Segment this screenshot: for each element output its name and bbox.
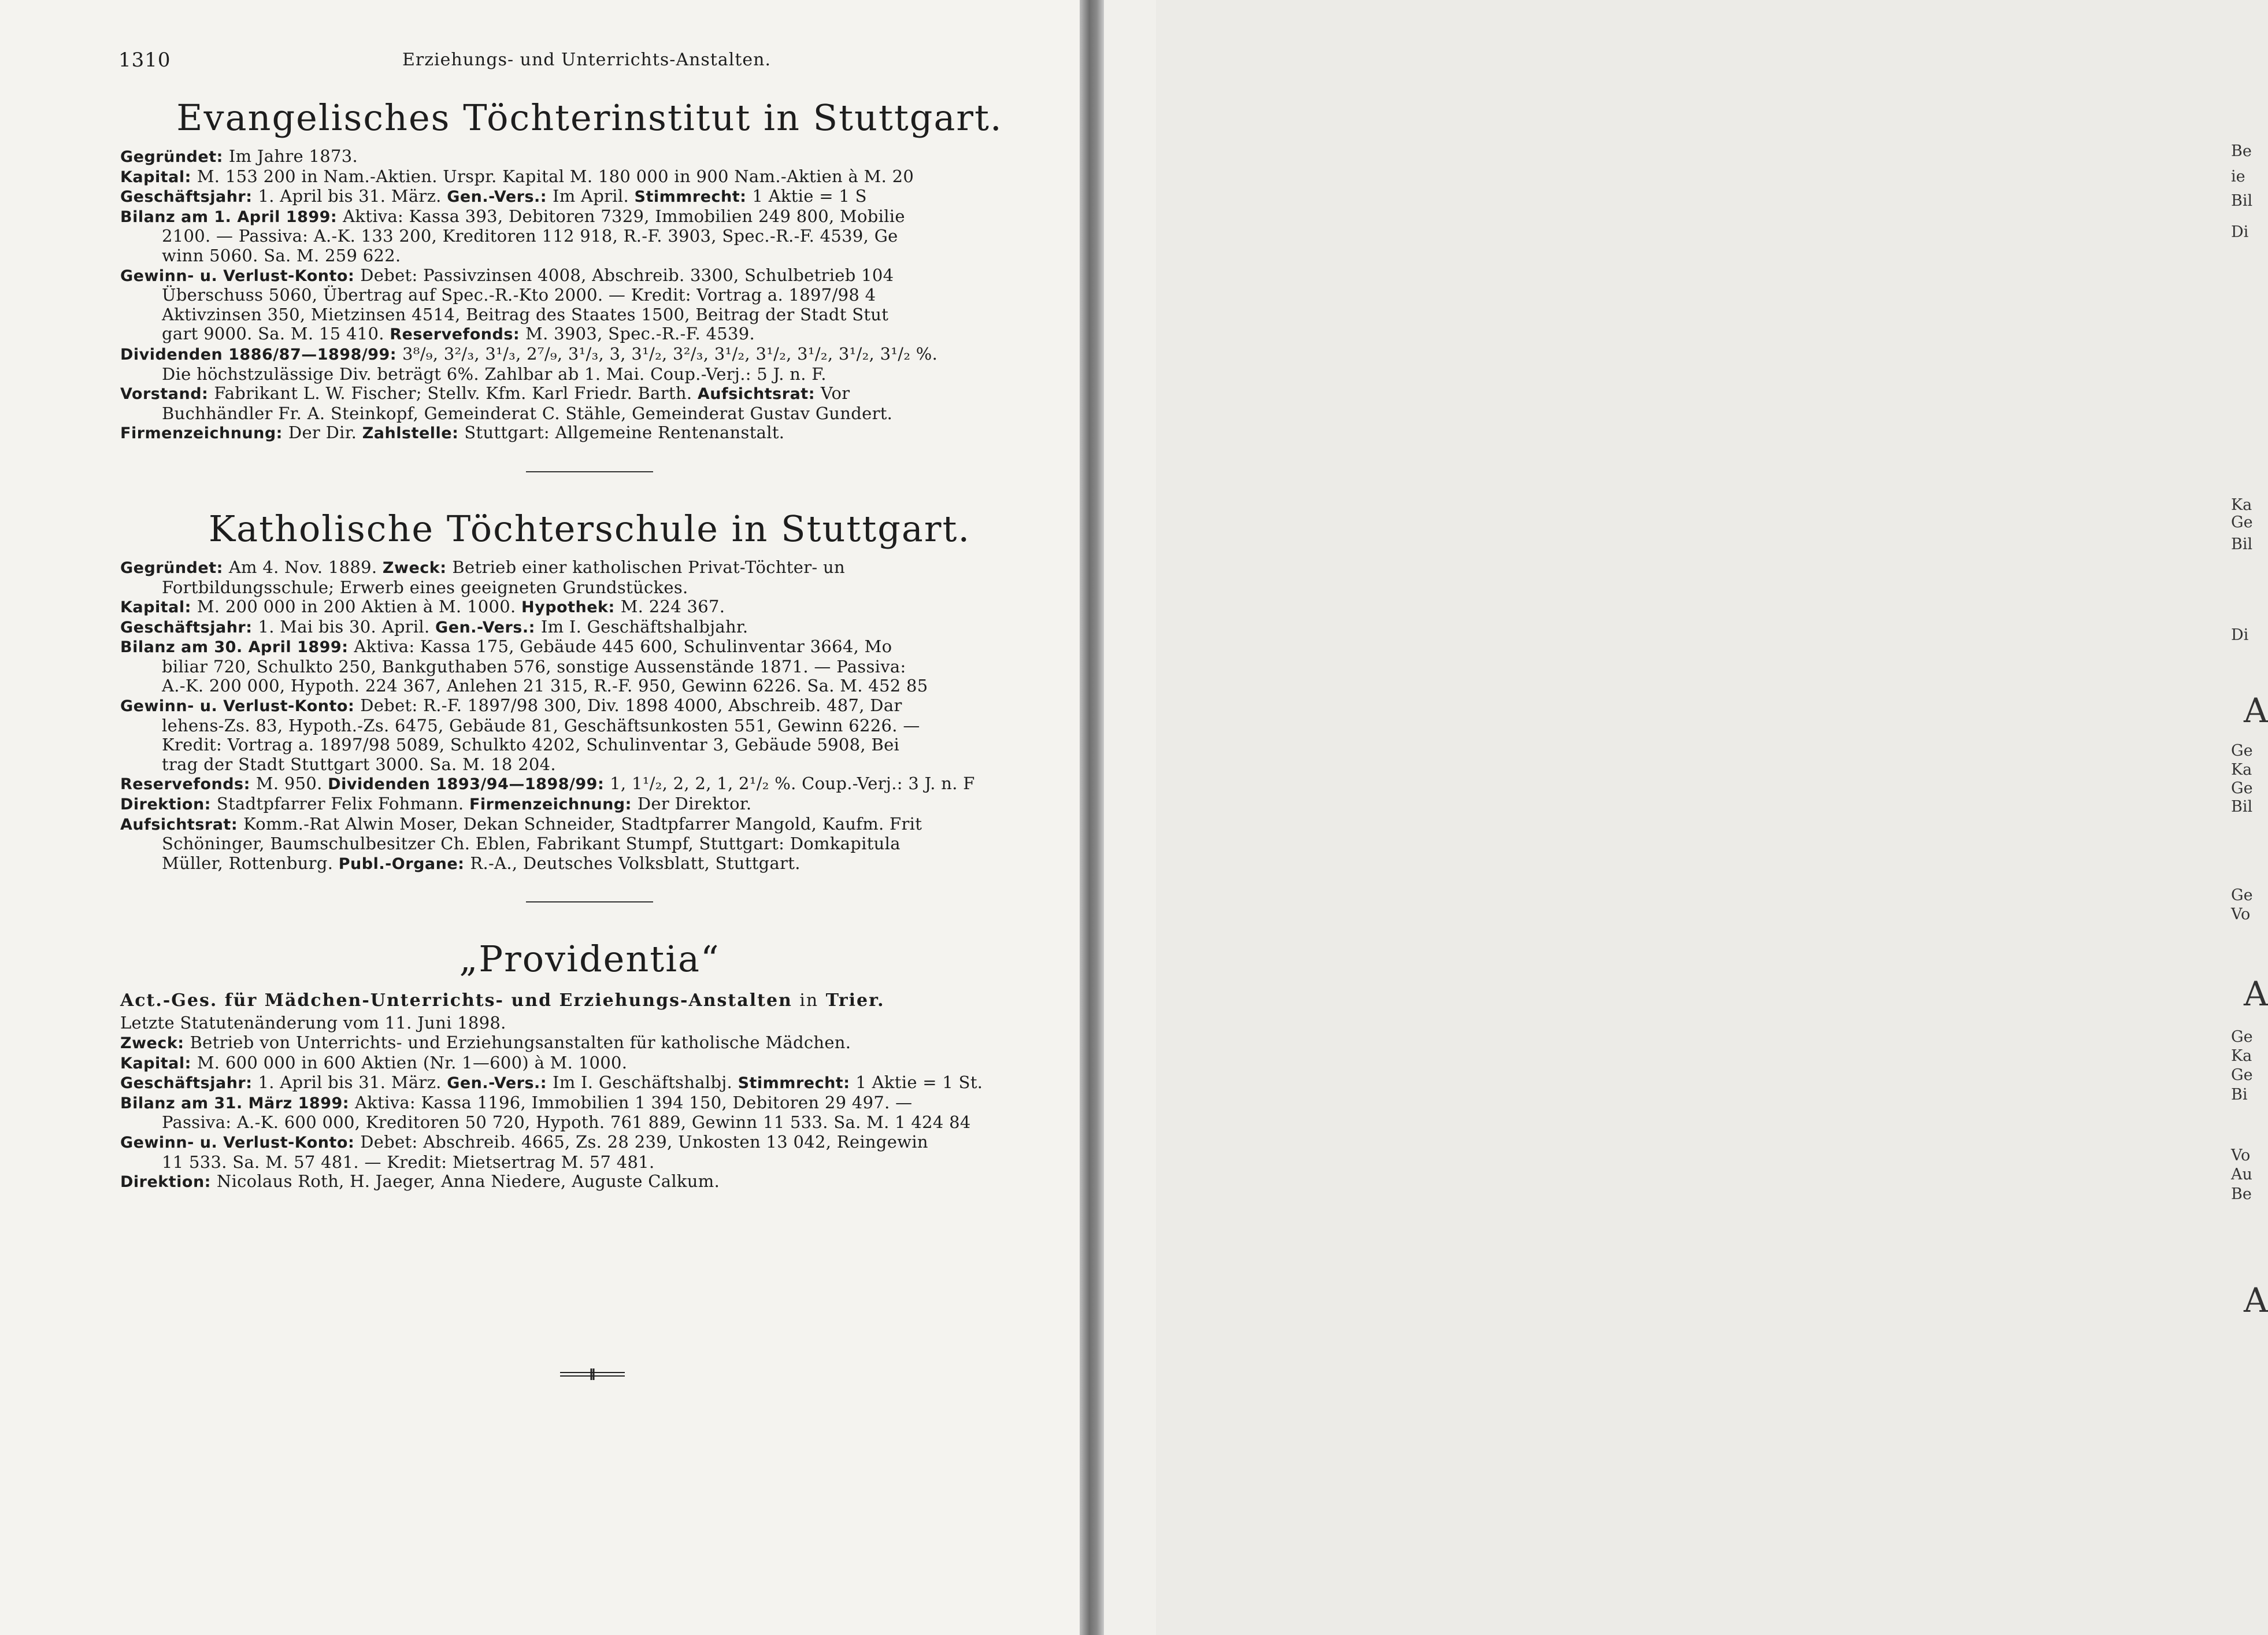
section-katholische [120,508,1059,874]
entry-line: Aktivzinsen 350, Mietzinsen 4514, Beitrag des Staates 1500, Beitrag der Stadt Stut [162,304,889,324]
entry-line: Vorstand: Fabrikant L. W. Fischer; Stellv. Kfm. Karl Friedr. Barth. Aufsichtsrat: Vor [120,383,850,404]
entry-line: Müller, Rottenburg. Publ.-Organe: R.-A., Deutsches Volksblatt, Stuttgart. [162,853,801,873]
entry-line: Kapital: M. 600 000 in 600 Aktien (Nr. 1—600) à M. 1000. [120,1052,628,1072]
edge-text: Vo [2231,905,2251,923]
entry-line: 2100. — Passiva: A.-K. 133 200, Kreditoren 112 918, R.-F. 3903, Spec.-R.-F. 4539, Ge [162,226,898,246]
edge-text: A [2244,1281,2268,1320]
entry-line: Firmenzeichnung: Der Dir. Zahlstelle: Stuttgart: Allgemeine Rentenanstalt. [120,423,785,443]
page-header [118,49,1055,74]
section-subtitle: Act.-Ges. für Mädchen-Unterrichts- und Erziehungs-Anstalten in Trier. [120,990,885,1011]
book-gutter [1080,0,1104,1635]
entry-line: Kapital: M. 200 000 in 200 Aktien à M. 1000. Hypothek: M. 224 367. [120,597,725,617]
end-ornament-icon [558,1367,627,1381]
entry-line: Gegründet: Am 4. Nov. 1889. Zweck: Betrieb einer katholischen Privat-Töchter- un [120,557,845,577]
entry-line: Kredit: Vortrag a. 1897/98 5089, Schulkto 4202, Schulinventar 3, Gebäude 5908, Bei [162,735,900,755]
edge-text: Be [2231,142,2252,160]
edge-text: Ge [2231,742,2253,760]
page-number: 1310 [118,49,171,72]
section-title: Katholische Töchterschule in Stuttgart. [208,507,971,550]
entry-line: gart 9000. Sa. M. 15 410. Reservefonds: M. 3903, Spec.-R.-F. 4539. [162,324,755,344]
page-content [120,97,1059,1192]
section-title: „Providentia“ [459,938,720,981]
edge-text: A [2244,691,2268,730]
entry-line: biliar 720, Schulkto 250, Bankguthaben 576, sonstige Aussenstände 1871. — Passiva: [162,656,906,676]
entry-line: Passiva: A.-K. 600 000, Kreditoren 50 720, Hypoth. 761 889, Gewinn 11 533. Sa. M. 1 424 84 [162,1112,971,1133]
running-title: Erziehungs- und Unterrichts-Anstalten. [402,50,771,70]
entry-line: Geschäftsjahr: 1. Mai bis 30. April. Gen.-Vers.: Im I. Geschäftshalbjahr. [120,616,748,637]
section-title: Evangelisches Töchterinstitut in Stuttgart. [176,97,1003,139]
entry-line: Gewinn- u. Verlust-Konto: Debet: R.-F. 1897/98 300, Div. 1898 4000, Abschreib. 487, Dar [120,696,902,716]
entry-line: Die höchstzulässige Div. beträgt 6%. Zahlbar ab 1. Mai. Coup.-Verj.: 5 J. n. F. [162,364,827,384]
edge-text: Au [2231,1166,2252,1183]
entry-line: Letzte Statutenänderung vom 11. Juni 1898. [120,1013,506,1033]
edge-text: Ka [2231,761,2252,779]
document-page [0,0,1080,1635]
edge-text: Ge [2231,779,2253,797]
entry-line: winn 5060. Sa. M. 259 622. [162,245,401,265]
entry-line: Gegründet: Im Jahre 1873. [120,146,358,166]
entry-line: trag der Stadt Stuttgart 3000. Sa. M. 18 204. [162,754,556,774]
entry-line: Bilanz am 31. März 1899: Aktiva: Kassa 1196, Immobilien 1 394 150, Debitoren 29 497. — [120,1092,913,1112]
section-divider [526,471,653,472]
edge-text: ie [2231,168,2245,186]
edge-text: Bil [2231,192,2253,210]
edge-text: Ge [2231,513,2253,531]
entry-line: Bilanz am 30. April 1899: Aktiva: Kassa 175, Gebäude 445 600, Schulinventar 3664, Mo [120,637,892,657]
section-providentia [120,938,1059,1192]
entry-line: Gewinn- u. Verlust-Konto: Debet: Abschreib. 4665, Zs. 28 239, Unkosten 13 042, Reingewin [120,1131,928,1152]
edge-text: Di [2231,626,2249,644]
edge-text: Ge [2231,886,2253,904]
entry-line: Reservefonds: M. 950. Dividenden 1893/94—1898/99: 1, 1¹/₂, 2, 2, 1, 2¹/₂ %. Coup.-Verj.: 3 J. n. F [120,774,975,794]
edge-text: Bil [2231,535,2253,553]
edge-text: Bi [2231,1086,2248,1104]
edge-text: Ka [2231,1047,2252,1065]
edge-text: Ge [2231,1028,2253,1046]
edge-text: Di [2231,223,2249,241]
entry-line: Gewinn- u. Verlust-Konto: Debet: Passivzinsen 4008, Abschreib. 3300, Schulbetrieb 104 [120,265,894,285]
edge-text: A [2244,974,2268,1013]
entry-line: Fortbildungsschule; Erwerb eines geeigneten Grundstückes. [162,577,688,597]
entry-line: Kapital: M. 153 200 in Nam.-Aktien. Urspr. Kapital M. 180 000 in 900 Nam.-Aktien à M. 20 [120,166,914,186]
entry-line: Schöninger, Baumschulbesitzer Ch. Eblen, Fabrikant Stumpf, Stuttgart: Domkapitula [162,834,900,854]
entry-line: A.-K. 200 000, Hypoth. 224 367, Anlehen 21 315, R.-F. 950, Gewinn 6226. Sa. M. 452 85 [162,676,928,696]
entry-line: Direktion: Nicolaus Roth, H. Jaeger, Anna Niedere, Auguste Calkum. [120,1171,720,1192]
adjacent-page-edge [1104,0,2268,1635]
entry-line: Aufsichtsrat: Komm.-Rat Alwin Moser, Dekan Schneider, Stadtpfarrer Mangold, Kaufm. Frit [120,813,922,834]
section-divider [526,901,653,902]
entry-line: Dividenden 1886/87—1898/99: 3⁸/₉, 3²/₃, 3¹/₃, 2⁷/₉, 3¹/₃, 3, 3¹/₂, 3²/₃, 3¹/₂, 3¹/₂, 3¹/₂, 3¹/₂, 3¹/₂ %. [120,343,938,364]
entry-line: Zweck: Betrieb von Unterrichts- und Erziehungsanstalten für katholische Mädchen. [120,1033,851,1052]
entry-line: lehens-Zs. 83, Hypoth.-Zs. 6475, Gebäude 81, Geschäftsunkosten 551, Gewinn 6226. — [162,715,920,735]
section-evangelisches [120,97,1059,443]
entry-line: Geschäftsjahr: 1. April bis 31. März. Gen.-Vers.: Im I. Geschäftshalbj. Stimmrecht: 1 Aktie = 1 St. [120,1072,983,1093]
entry-line: Überschuss 5060, Übertrag auf Spec.-R.-Kto 2000. — Kredit: Vortrag a. 1897/98 4 [162,285,876,305]
edge-text: Ge [2231,1066,2253,1084]
entry-line: Bilanz am 1. April 1899: Aktiva: Kassa 393, Debitoren 7329, Immobilien 249 800, Mobilie [120,206,905,226]
edge-text: Vo [2231,1146,2251,1164]
edge-text: Ka [2231,496,2252,514]
entry-line: Buchhändler Fr. A. Steinkopf, Gemeinderat C. Stähle, Gemeinderat Gustav Gundert. [162,403,893,423]
entry-line: Direktion: Stadtpfarrer Felix Fohmann. Firmenzeichnung: Der Direktor. [120,794,752,814]
entry-line: Geschäftsjahr: 1. April bis 31. März. Gen.-Vers.: Im April. Stimmrecht: 1 Aktie = 1 S [120,186,867,206]
entry-line: 11 533. Sa. M. 57 481. — Kredit: Mietsertrag M. 57 481. [162,1152,655,1172]
edge-text: Be [2231,1185,2252,1203]
edge-text: Bil [2231,798,2253,816]
